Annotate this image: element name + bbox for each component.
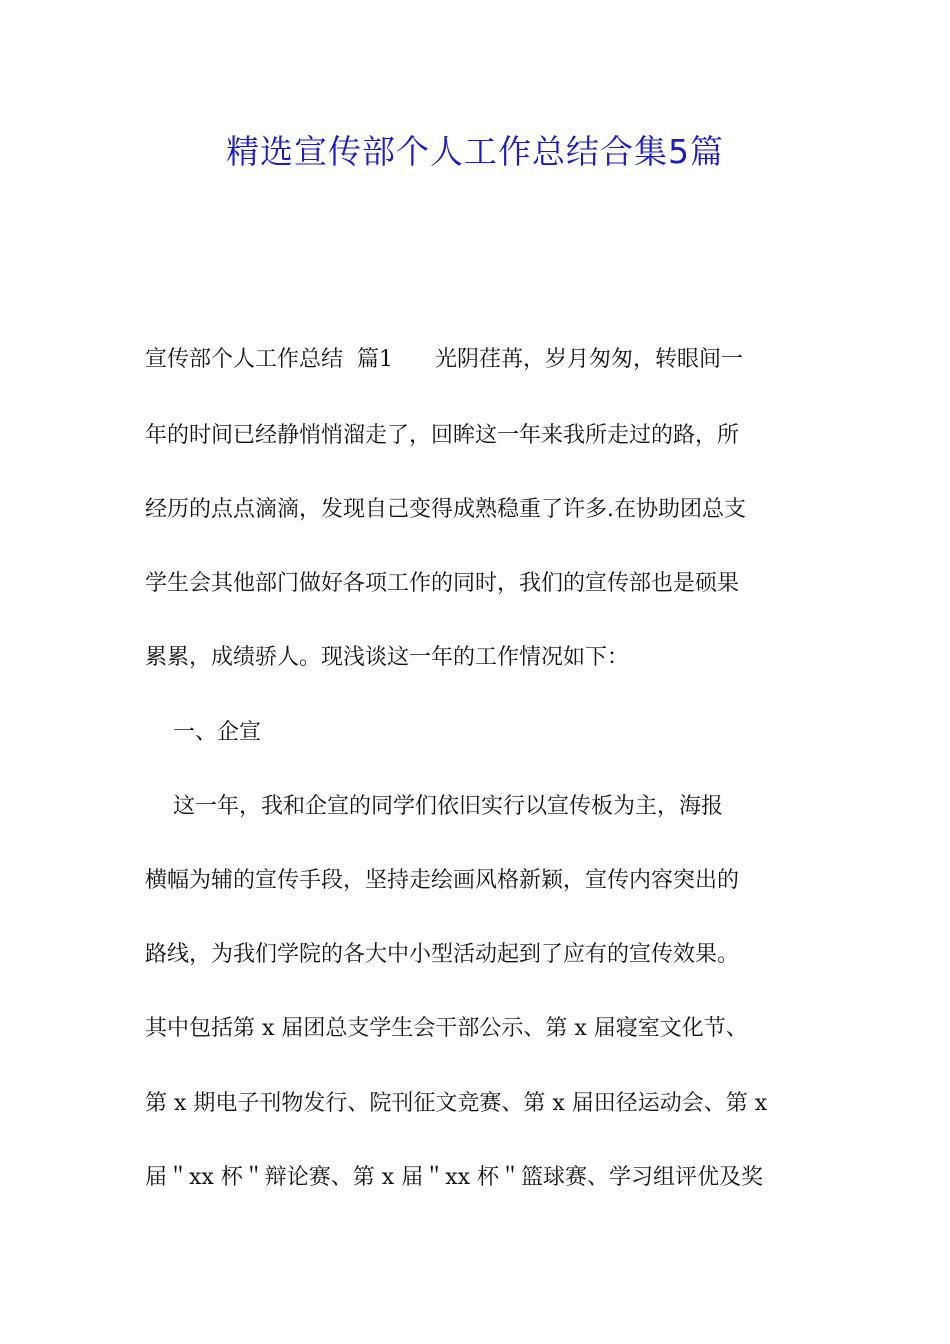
paragraph-line: 累累，成绩骄人。现浅谈这一年的工作情况如下： [145, 645, 630, 670]
paragraph-line: 其中包括第 x 届团总支学生会干部公示、第 x 届寝室文化节、 [145, 1016, 748, 1041]
paragraph-line: 年的时间已经静悄悄溜走了，回眸这一年来我所走过的路，所 [145, 423, 740, 448]
paragraph-line: 经历的点点滴滴，发现自己变得成熟稳重了许多.在协助团总支 [145, 497, 746, 522]
paragraph-line: 第 x 期电子刊物发行、院刊征文竞赛、第 x 届田径运动会、第 x [145, 1091, 768, 1116]
paragraph-line: 学生会其他部门做好各项工作的同时，我们的宣传部也是硕果 [145, 571, 740, 596]
paragraph-line: 路线，为我们学院的各大中小型活动起到了应有的宣传效果。 [145, 942, 740, 967]
document-title: 精选宣传部个人工作总结合集5篇 [226, 132, 724, 171]
section-heading: 一、企宣 [145, 720, 261, 745]
paragraph-line: 宣传部个人工作总结 篇1 光阴荏苒，岁月匆匆，转眼间一 [145, 347, 743, 372]
paragraph-line: 届＂xx 杯＂辩论赛、第 x 届＂xx 杯＂篮球赛、学习组评优及奖 [145, 1165, 764, 1190]
paragraph-line: 横幅为辅的宣传手段，坚持走绘画风格新颖，宣传内容突出的 [145, 868, 740, 893]
paragraph-line: 这一年，我和企宣的同学们依旧实行以宣传板为主，海报 [145, 794, 723, 819]
